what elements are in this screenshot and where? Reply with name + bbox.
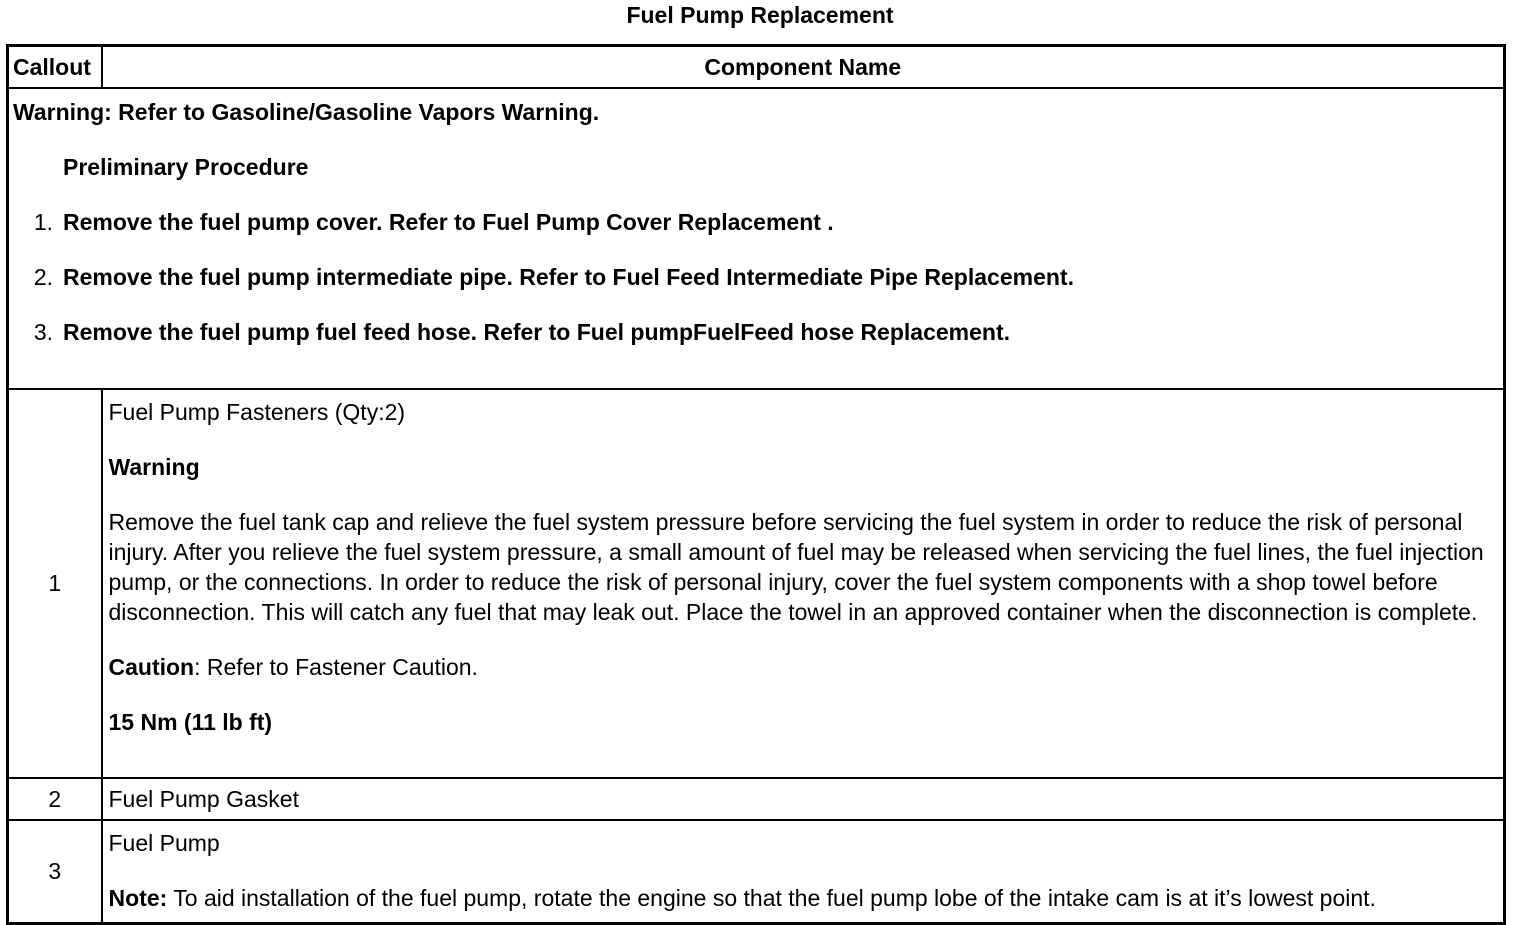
- callout-number: 3: [8, 820, 102, 924]
- preliminary-heading: Preliminary Procedure: [63, 154, 309, 180]
- step-number: 1.: [33, 209, 53, 235]
- caution-text: : Refer to Fastener Caution.: [194, 654, 478, 680]
- component-name: Fuel Pump: [108, 830, 220, 856]
- preliminary-step: [13, 263, 1499, 291]
- torque-spec: 15 Nm (11 lb ft): [108, 709, 273, 735]
- step-text: Remove the fuel pump fuel feed hose. Refer to Fuel pumpFuelFeed hose Replacement.: [63, 319, 1010, 345]
- callout-number: 2: [8, 778, 102, 820]
- warning-text: Remove the fuel tank cap and relieve the fuel system pressure before servicing the fuel system in order to reduce the risk of personal injury. After you relieve the fuel system pressure, a small amount of fuel may be released when servicing the fuel lines, the fuel injection pump, or the connections. In order to reduce the risk of personal injury, cover the fuel system components with a shop towel before disconnection. This will catch any fuel that may leak out. Place the towel in an approved container when the disconnection is complete.: [108, 509, 1484, 625]
- note-line: [109, 883, 1498, 913]
- step-number: 3.: [33, 319, 53, 345]
- gasoline-warning: Warning: Refer to Gasoline/Gasoline Vapors Warning.: [13, 99, 600, 125]
- note-text: To aid installation of the fuel pump, rotate the engine so that the fuel pump lobe of the intake cam is at it’s lowest point.: [167, 885, 1376, 911]
- component-cell: [102, 389, 1505, 778]
- note-label: Note:: [108, 885, 168, 911]
- component-name: Fuel Pump Fasteners (Qty:2): [108, 399, 406, 425]
- step-text: Remove the fuel pump intermediate pipe. Refer to Fuel Feed Intermediate Pipe Replacement.: [63, 264, 1074, 290]
- table-row: [8, 778, 1505, 820]
- preliminary-row: [8, 88, 1505, 389]
- callout-header: Callout: [8, 46, 102, 89]
- page-title: Fuel Pump Replacement: [626, 2, 894, 28]
- table-row: [8, 389, 1505, 778]
- component-name-header: Component Name: [102, 46, 1505, 89]
- callout-number: 1: [8, 389, 102, 778]
- caution-label: Caution: [108, 654, 195, 680]
- step-number: 2.: [33, 264, 53, 290]
- preliminary-cell: [8, 88, 1505, 389]
- preliminary-step: [13, 208, 1499, 236]
- preliminary-step: [13, 318, 1499, 346]
- caution-line: [109, 652, 1498, 682]
- component-name: Fuel Pump Gasket: [102, 778, 1505, 820]
- procedure-table: [6, 44, 1506, 925]
- step-text: Remove the fuel pump cover. Refer to Fuel Pump Cover Replacement .: [63, 209, 834, 235]
- table-header-row: [8, 46, 1505, 89]
- warning-label: Warning: [108, 454, 200, 480]
